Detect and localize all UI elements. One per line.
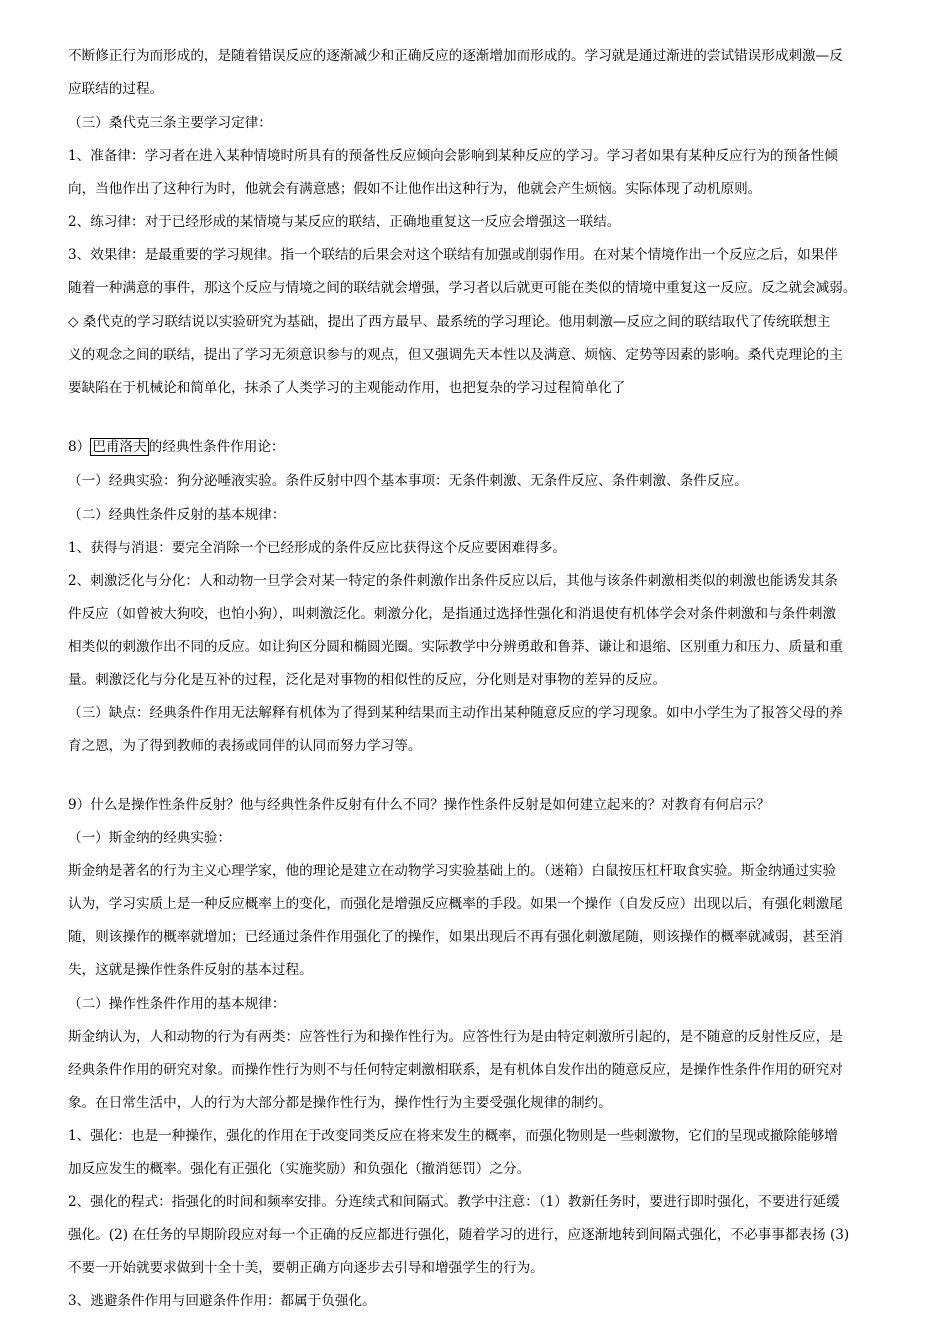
text-line: 3、效果律：是最重要的学习规律。指一个联结的后果会对这个联结有加强或削弱作用。在对某个情境作出一个反应之后，如果伴 — [68, 247, 838, 263]
text-line: 随，则该操作的概率就增加；已经通过条件作用强化了的操作，如果出现后不再有强化刺激尾随，则该操作的概率就减弱，甚至消 — [68, 929, 843, 945]
text-line: 3、逃避条件作用与回避条件作用：都属于负强化。 — [68, 1293, 376, 1309]
text-line: 认为，学习实质上是一种反应概率上的变化，而强化是增强反应概率的手段。如果一个操作（自发反应）出现以后，有强化刺激尾 — [68, 896, 843, 912]
text-line: 强化。(2) 在任务的早期阶段应对每一个正确的反应都进行强化，随着学习的进行，应逐渐地转到间隔式强化，不必事事都表扬 (3) — [68, 1227, 850, 1243]
text-line: 要缺陷在于机械论和简单化，抹杀了人类学习的主观能动作用，也把复杂的学习过程简单化了 — [68, 380, 626, 396]
text-line: 1、准备律：学习者在进入某种情境时所具有的预备性反应倾向会影响到某种反应的学习。学习者如果有某种反应行为的预备性倾 — [68, 148, 838, 164]
text-line: 2、刺激泛化与分化：人和动物一旦学会对某一特定的条件刺激作出条件反应以后，其他与该条件刺激相类似的刺激也能诱发其条 — [68, 573, 838, 589]
text-line: 象。在日常生活中，人的行为大部分都是操作性行为，操作性行为主要受强化规律的制约。 — [68, 1095, 612, 1111]
text-line: 相类似的刺激作出不同的反应。如让狗区分圆和椭圆光圈。实际教学中分辨勇敢和鲁莽、谦让和退缩、区别重力和压力、质量和重 — [68, 639, 843, 655]
section-heading: （一）斯金纳的经典实验： — [68, 830, 232, 846]
text-line: （三）缺点：经典条件作用无法解释有机体为了得到某种结果而主动作出某种随意反应的学习现象。如中小学生为了报答父母的养 — [68, 705, 843, 721]
text-line: 随着一种满意的事件，那这个反应与情境之间的联结就会增强，学习者以后就更可能在类似的情境中重复这一反应。反之就会减弱。 — [68, 280, 857, 296]
text-line: 斯金纳认为，人和动物的行为有两类：应答性行为和操作性行为。应答性行为是由特定刺激所引起的，是不随意的反射性反应，是 — [68, 1029, 843, 1045]
text-line: 失，这就是操作性条件反射的基本过程。 — [68, 962, 313, 978]
text-line: 1、强化：也是一种操作，强化的作用在于改变同类反应在将来发生的概率，而强化物则是一些刺激物，它们的呈现或撤除能够增 — [68, 1128, 838, 1144]
text-line: 量。刺激泛化与分化是互补的过程，泛化是对事物的相似性的反应，分化则是对事物的差异的反应。 — [68, 672, 667, 688]
section-heading: （三）桑代克三条主要学习定律： — [68, 115, 272, 131]
text-line: 经典条件作用的研究对象。而操作性行为则不与任何特定刺激相联系，是有机体自发作出的随意反应，是操作性条件作用的研究对 — [68, 1062, 843, 1078]
section-heading: （一）经典实验：狗分泌唾液实验。条件反射中四个基本事项：无条件刺激、无条件反应、条件刺激、条件反应。 — [68, 473, 748, 489]
text-line: 应联结的过程。 — [68, 81, 164, 97]
text-line: 2、强化的程式：指强化的时间和频率安排。分连续式和间隔式。教学中注意：（1）教新任务时，要进行即时强化，不要进行延缓 — [68, 1194, 840, 1210]
text-line: 育之恩，为了得到教师的表扬或同伴的认同而努力学习等。 — [68, 738, 422, 754]
section-heading: （二）操作性条件作用的基本规律： — [68, 996, 286, 1012]
text-line: 加反应发生的概率。强化有正强化（实施奖励）和负强化（撤消惩罚）之分。 — [68, 1161, 531, 1177]
question-heading-8 — [68, 437, 285, 457]
question-number: 8） — [68, 439, 91, 455]
question-title: 的经典性条件作用论： — [148, 439, 285, 455]
text-line: 1、获得与消退：要完全消除一个已经形成的条件反应比获得这个反应要困难得多。 — [68, 540, 567, 556]
text-line: 向，当他作出了这种行为时，他就会有满意感；假如不让他作出这种行为，他就会产生烦恼。实际体现了动机原则。 — [68, 181, 762, 197]
text-line: 义的观念之间的联结，提出了学习无须意识参与的观点，但又强调先天本性以及满意、烦恼、定势等因素的影响。桑代克理论的主 — [68, 347, 843, 363]
text-line: 不要一开始就要求做到十全十美，要朝正确方向逐步去引导和增强学生的行为。 — [68, 1260, 544, 1276]
text-line: 斯金纳是著名的行为主义心理学家，他的理论是建立在动物学习实验基础上的。（迷箱）白鼠按压杠杆取食实验。斯金纳通过实验 — [68, 863, 837, 879]
pavlov-name-boxed: 巴甫洛夫 — [92, 439, 147, 455]
text-line: 2、练习律：对于已经形成的某情境与某反应的联结，正确地重复这一反应会增强这一联结。 — [68, 214, 621, 230]
text-line: 不断修正行为而形成的，是随着错误反应的逐渐减少和正确反应的逐渐增加而形成的。学习就是通过渐进的尝试错误形成刺激—反 — [68, 48, 843, 64]
question-heading-9: 9）什么是操作性条件反射？他与经典性条件反射有什么不同？操作性条件反射是如何建立起来的？对教育有何启示？ — [68, 797, 770, 813]
text-line: 件反应（如曾被大狗咬，也怕小狗），叫刺激泛化。刺激分化，是指通过选择性强化和消退使有机体学会对条件刺激和与条件刺激 — [68, 606, 837, 622]
text-line: ◇ 桑代克的学习联结说以实验研究为基础，提出了西方最早、最系统的学习理论。他用刺激—反应之间的联结取代了传统联想主 — [68, 314, 831, 330]
section-heading: （二）经典性条件反射的基本规律： — [68, 507, 286, 523]
